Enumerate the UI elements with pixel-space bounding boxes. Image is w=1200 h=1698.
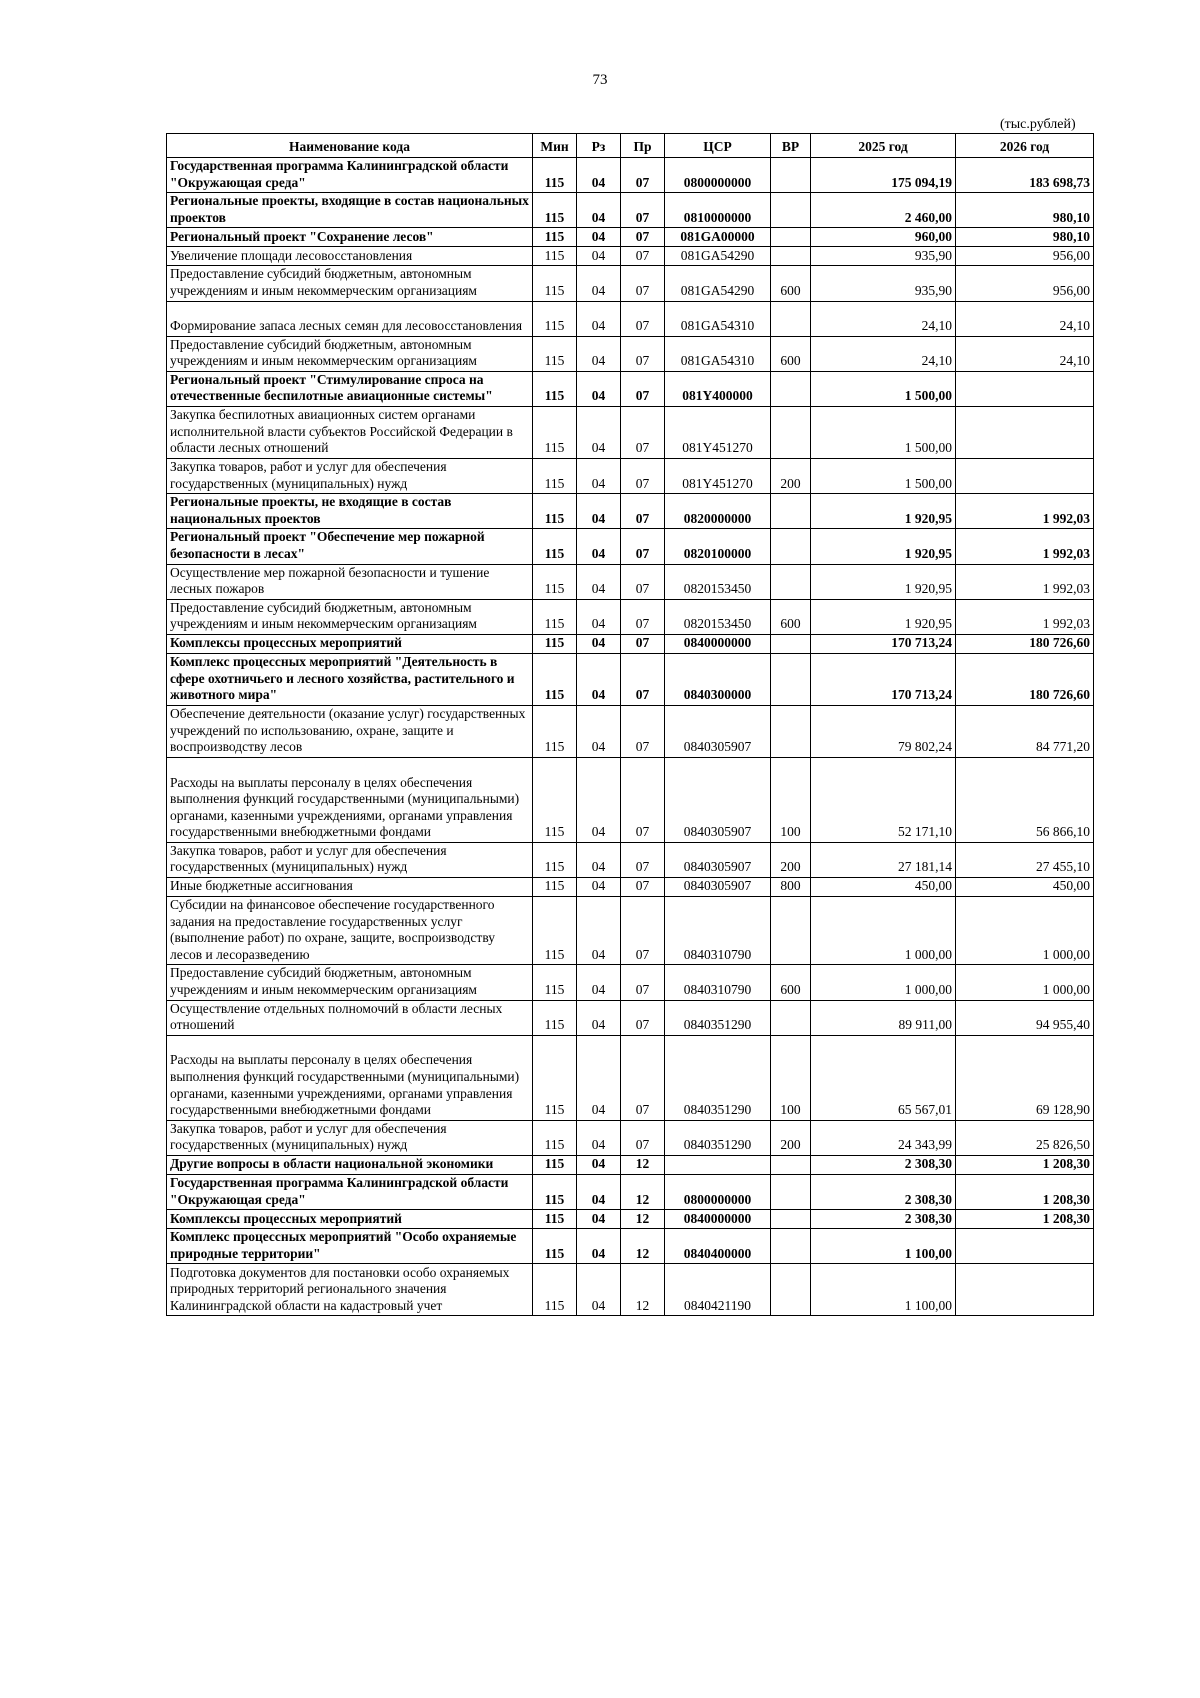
table-row xyxy=(167,705,1094,757)
cell-2026: 1 992,03 xyxy=(956,564,1094,599)
cell-2026: 980,10 xyxy=(956,228,1094,247)
cell-2025: 935,90 xyxy=(811,247,956,266)
header-pr: Пр xyxy=(621,134,665,158)
cell-pr: 07 xyxy=(621,878,665,897)
cell-rz: 04 xyxy=(577,897,621,965)
cell-pr: 07 xyxy=(621,842,665,877)
table-row xyxy=(167,1156,1094,1175)
budget-table-container xyxy=(166,133,1093,1316)
table-row xyxy=(167,599,1094,634)
cell-2025: 960,00 xyxy=(811,228,956,247)
cell-rz: 04 xyxy=(577,247,621,266)
cell-csr: 0840000000 xyxy=(665,634,771,653)
cell-csr: 0840305907 xyxy=(665,705,771,757)
cell-rz: 04 xyxy=(577,1210,621,1229)
cell-2025: 175 094,19 xyxy=(811,158,956,193)
cell-min: 115 xyxy=(533,1175,577,1210)
cell-pr: 07 xyxy=(621,529,665,564)
table-row xyxy=(167,757,1094,842)
cell-csr: 0840310790 xyxy=(665,897,771,965)
cell-vr xyxy=(771,247,811,266)
cell-pr: 12 xyxy=(621,1175,665,1210)
cell-vr xyxy=(771,705,811,757)
table-row xyxy=(167,1175,1094,1210)
cell-rz: 04 xyxy=(577,564,621,599)
cell-name: Обеспечение деятельности (оказание услуг) государственных учреждений по использованию, охране, защите и воспроизводству лесов xyxy=(167,705,533,757)
cell-csr: 081GA54310 xyxy=(665,301,771,336)
cell-pr: 12 xyxy=(621,1210,665,1229)
cell-min: 115 xyxy=(533,705,577,757)
cell-2026: 1 208,30 xyxy=(956,1175,1094,1210)
cell-pr: 12 xyxy=(621,1264,665,1316)
header-2025: 2025 год xyxy=(811,134,956,158)
cell-min: 115 xyxy=(533,266,577,301)
cell-min: 115 xyxy=(533,193,577,228)
header-min: Мин xyxy=(533,134,577,158)
cell-csr: 0840351290 xyxy=(665,1035,771,1120)
cell-csr: 0840305907 xyxy=(665,878,771,897)
table-body xyxy=(167,158,1094,1316)
cell-name: Закупка товаров, работ и услуг для обеспечения государственных (муниципальных) нужд xyxy=(167,842,533,877)
table-row xyxy=(167,1264,1094,1316)
table-row xyxy=(167,301,1094,336)
cell-csr: 081GA00000 xyxy=(665,228,771,247)
cell-2025: 52 171,10 xyxy=(811,757,956,842)
cell-rz: 04 xyxy=(577,653,621,705)
cell-name: Расходы на выплаты персоналу в целях обеспечения выполнения функций государственными (муниципальными) органами, казенными учреждениями, органами управления государственными внебюджетными фондами xyxy=(167,757,533,842)
cell-name: Расходы на выплаты персоналу в целях обеспечения выполнения функций государственными (муниципальными) органами, казенными учреждениями, органами управления государственными внебюджетными фондами xyxy=(167,1035,533,1120)
cell-2026: 183 698,73 xyxy=(956,158,1094,193)
cell-csr: 081Y451270 xyxy=(665,458,771,493)
table-row xyxy=(167,494,1094,529)
table-row xyxy=(167,529,1094,564)
table-header-row xyxy=(167,134,1094,158)
cell-vr: 800 xyxy=(771,878,811,897)
cell-rz: 04 xyxy=(577,1264,621,1316)
cell-2025: 89 911,00 xyxy=(811,1000,956,1035)
cell-2025: 1 100,00 xyxy=(811,1264,956,1316)
cell-2025: 27 181,14 xyxy=(811,842,956,877)
cell-name: Региональные проекты, не входящие в состав национальных проектов xyxy=(167,494,533,529)
header-csr: ЦСР xyxy=(665,134,771,158)
cell-2025: 1 100,00 xyxy=(811,1229,956,1264)
cell-pr: 12 xyxy=(621,1156,665,1175)
cell-rz: 04 xyxy=(577,458,621,493)
table-row xyxy=(167,1210,1094,1229)
cell-2026: 956,00 xyxy=(956,266,1094,301)
cell-2026: 24,10 xyxy=(956,336,1094,371)
table-row xyxy=(167,371,1094,406)
cell-min: 115 xyxy=(533,336,577,371)
cell-csr: 081GA54310 xyxy=(665,336,771,371)
cell-pr: 07 xyxy=(621,247,665,266)
cell-min: 115 xyxy=(533,406,577,458)
cell-name: Другие вопросы в области национальной экономики xyxy=(167,1156,533,1175)
cell-rz: 04 xyxy=(577,529,621,564)
cell-vr xyxy=(771,564,811,599)
cell-pr: 07 xyxy=(621,494,665,529)
cell-min: 115 xyxy=(533,158,577,193)
cell-min: 115 xyxy=(533,494,577,529)
cell-csr: 0840421190 xyxy=(665,1264,771,1316)
cell-min: 115 xyxy=(533,247,577,266)
cell-vr xyxy=(771,1264,811,1316)
cell-vr xyxy=(771,494,811,529)
header-name: Наименование кода xyxy=(167,134,533,158)
cell-2025: 2 460,00 xyxy=(811,193,956,228)
cell-name: Региональный проект "Стимулирование спроса на отечественные беспилотные авиационные системы" xyxy=(167,371,533,406)
cell-vr: 100 xyxy=(771,757,811,842)
cell-rz: 04 xyxy=(577,1175,621,1210)
cell-csr: 0820000000 xyxy=(665,494,771,529)
cell-vr: 600 xyxy=(771,266,811,301)
cell-csr: 081Y400000 xyxy=(665,371,771,406)
cell-rz: 04 xyxy=(577,1000,621,1035)
cell-rz: 04 xyxy=(577,757,621,842)
table-row xyxy=(167,842,1094,877)
table-row xyxy=(167,1000,1094,1035)
cell-vr: 200 xyxy=(771,842,811,877)
cell-name: Комплекс процессных мероприятий "Особо охраняемые природные территории" xyxy=(167,1229,533,1264)
cell-rz: 04 xyxy=(577,1229,621,1264)
cell-pr: 07 xyxy=(621,653,665,705)
cell-vr: 100 xyxy=(771,1035,811,1120)
table-row xyxy=(167,1120,1094,1155)
cell-min: 115 xyxy=(533,878,577,897)
cell-2026: 1 208,30 xyxy=(956,1210,1094,1229)
cell-rz: 04 xyxy=(577,301,621,336)
cell-2026: 1 992,03 xyxy=(956,529,1094,564)
cell-2026: 1 000,00 xyxy=(956,897,1094,965)
cell-rz: 04 xyxy=(577,158,621,193)
cell-min: 115 xyxy=(533,599,577,634)
cell-pr: 07 xyxy=(621,266,665,301)
cell-2025: 1 920,95 xyxy=(811,564,956,599)
cell-pr: 07 xyxy=(621,705,665,757)
cell-2025: 1 500,00 xyxy=(811,458,956,493)
cell-name: Подготовка документов для постановки особо охраняемых природных территорий регионального значения Калининградской области на кадастровый учет xyxy=(167,1264,533,1316)
cell-2025: 1 000,00 xyxy=(811,965,956,1000)
cell-csr: 081GA54290 xyxy=(665,266,771,301)
cell-rz: 04 xyxy=(577,842,621,877)
cell-pr: 07 xyxy=(621,158,665,193)
cell-2026: 956,00 xyxy=(956,247,1094,266)
cell-csr: 0840351290 xyxy=(665,1120,771,1155)
cell-pr: 07 xyxy=(621,757,665,842)
table-row xyxy=(167,878,1094,897)
cell-csr: 0800000000 xyxy=(665,158,771,193)
cell-name: Предоставление субсидий бюджетным, автономным учреждениям и иным некоммерческим организациям xyxy=(167,599,533,634)
cell-vr: 600 xyxy=(771,599,811,634)
cell-vr xyxy=(771,158,811,193)
cell-rz: 04 xyxy=(577,371,621,406)
cell-csr: 0820153450 xyxy=(665,564,771,599)
cell-2026: 84 771,20 xyxy=(956,705,1094,757)
table-row xyxy=(167,897,1094,965)
cell-2026: 56 866,10 xyxy=(956,757,1094,842)
cell-rz: 04 xyxy=(577,406,621,458)
cell-csr: 081Y451270 xyxy=(665,406,771,458)
cell-2026: 27 455,10 xyxy=(956,842,1094,877)
cell-2026 xyxy=(956,1229,1094,1264)
cell-name: Региональный проект "Сохранение лесов" xyxy=(167,228,533,247)
cell-rz: 04 xyxy=(577,336,621,371)
cell-name: Формирование запаса лесных семян для лесовосстановления xyxy=(167,301,533,336)
table-row xyxy=(167,406,1094,458)
cell-rz: 04 xyxy=(577,266,621,301)
cell-vr: 600 xyxy=(771,336,811,371)
cell-pr: 07 xyxy=(621,564,665,599)
cell-csr: 0840400000 xyxy=(665,1229,771,1264)
cell-min: 115 xyxy=(533,1000,577,1035)
cell-name: Комплекс процессных мероприятий "Деятельность в сфере охотничьего и лесного хозяйства, растительного и животного мира" xyxy=(167,653,533,705)
cell-2026: 180 726,60 xyxy=(956,634,1094,653)
cell-min: 115 xyxy=(533,1210,577,1229)
table-row xyxy=(167,336,1094,371)
cell-pr: 07 xyxy=(621,1000,665,1035)
cell-min: 115 xyxy=(533,842,577,877)
cell-2025: 2 308,30 xyxy=(811,1175,956,1210)
cell-name: Государственная программа Калининградской области "Окружающая среда" xyxy=(167,1175,533,1210)
cell-vr xyxy=(771,406,811,458)
cell-min: 115 xyxy=(533,897,577,965)
cell-rz: 04 xyxy=(577,193,621,228)
cell-csr: 081GA54290 xyxy=(665,247,771,266)
cell-2025: 1 500,00 xyxy=(811,371,956,406)
cell-vr: 200 xyxy=(771,1120,811,1155)
cell-2026 xyxy=(956,1264,1094,1316)
cell-pr: 07 xyxy=(621,458,665,493)
cell-min: 115 xyxy=(533,653,577,705)
table-row xyxy=(167,634,1094,653)
cell-2025: 65 567,01 xyxy=(811,1035,956,1120)
cell-2025: 24,10 xyxy=(811,336,956,371)
cell-2026: 180 726,60 xyxy=(956,653,1094,705)
table-row xyxy=(167,965,1094,1000)
cell-csr: 0820153450 xyxy=(665,599,771,634)
cell-2025: 2 308,30 xyxy=(811,1156,956,1175)
cell-2025: 450,00 xyxy=(811,878,956,897)
cell-vr xyxy=(771,1156,811,1175)
table-row xyxy=(167,158,1094,193)
cell-vr xyxy=(771,634,811,653)
cell-2026: 25 826,50 xyxy=(956,1120,1094,1155)
cell-2025: 1 920,95 xyxy=(811,529,956,564)
cell-pr: 07 xyxy=(621,301,665,336)
table-row xyxy=(167,228,1094,247)
cell-name: Предоставление субсидий бюджетным, автономным учреждениям и иным некоммерческим организациям xyxy=(167,336,533,371)
cell-name: Региональный проект "Обеспечение мер пожарной безопасности в лесах" xyxy=(167,529,533,564)
cell-2025: 24 343,99 xyxy=(811,1120,956,1155)
cell-pr: 07 xyxy=(621,406,665,458)
cell-2025: 1 920,95 xyxy=(811,599,956,634)
table-row xyxy=(167,1229,1094,1264)
cell-min: 115 xyxy=(533,1229,577,1264)
cell-2026 xyxy=(956,458,1094,493)
table-row xyxy=(167,653,1094,705)
cell-min: 115 xyxy=(533,634,577,653)
cell-csr: 0840305907 xyxy=(665,757,771,842)
table-row xyxy=(167,247,1094,266)
cell-name: Предоставление субсидий бюджетным, автономным учреждениям и иным некоммерческим организациям xyxy=(167,965,533,1000)
cell-csr: 0810000000 xyxy=(665,193,771,228)
cell-name: Осуществление мер пожарной безопасности и тушение лесных пожаров xyxy=(167,564,533,599)
cell-name: Иные бюджетные ассигнования xyxy=(167,878,533,897)
cell-name: Осуществление отдельных полномочий в области лесных отношений xyxy=(167,1000,533,1035)
table-row xyxy=(167,458,1094,493)
cell-2026 xyxy=(956,406,1094,458)
cell-vr: 600 xyxy=(771,965,811,1000)
cell-name: Увеличение площади лесовосстановления xyxy=(167,247,533,266)
cell-min: 115 xyxy=(533,965,577,1000)
cell-pr: 07 xyxy=(621,897,665,965)
cell-csr: 0840310790 xyxy=(665,965,771,1000)
cell-vr xyxy=(771,193,811,228)
cell-2025: 24,10 xyxy=(811,301,956,336)
cell-2026: 450,00 xyxy=(956,878,1094,897)
cell-min: 115 xyxy=(533,1156,577,1175)
cell-min: 115 xyxy=(533,1120,577,1155)
cell-vr xyxy=(771,1000,811,1035)
table-row xyxy=(167,1035,1094,1120)
cell-2026: 1 992,03 xyxy=(956,599,1094,634)
cell-pr: 07 xyxy=(621,336,665,371)
cell-vr xyxy=(771,301,811,336)
cell-vr xyxy=(771,1175,811,1210)
cell-pr: 07 xyxy=(621,193,665,228)
cell-rz: 04 xyxy=(577,965,621,1000)
page-number: 73 xyxy=(592,72,608,88)
budget-table xyxy=(166,133,1094,1316)
cell-csr: 0840351290 xyxy=(665,1000,771,1035)
header-rz: Рз xyxy=(577,134,621,158)
cell-2025: 935,90 xyxy=(811,266,956,301)
cell-min: 115 xyxy=(533,228,577,247)
cell-pr: 07 xyxy=(621,1035,665,1120)
cell-name: Комплексы процессных мероприятий xyxy=(167,634,533,653)
cell-rz: 04 xyxy=(577,1120,621,1155)
cell-rz: 04 xyxy=(577,1156,621,1175)
cell-rz: 04 xyxy=(577,228,621,247)
cell-name: Закупка товаров, работ и услуг для обеспечения государственных (муниципальных) нужд xyxy=(167,1120,533,1155)
cell-2025: 1 920,95 xyxy=(811,494,956,529)
cell-vr xyxy=(771,1229,811,1264)
cell-2026: 24,10 xyxy=(956,301,1094,336)
cell-csr: 0820100000 xyxy=(665,529,771,564)
cell-csr xyxy=(665,1156,771,1175)
cell-2026: 1 000,00 xyxy=(956,965,1094,1000)
unit-note: (тыс.рублей) xyxy=(1000,117,1076,132)
cell-pr: 07 xyxy=(621,228,665,247)
cell-min: 115 xyxy=(533,1264,577,1316)
cell-vr: 200 xyxy=(771,458,811,493)
cell-vr xyxy=(771,371,811,406)
cell-csr: 0800000000 xyxy=(665,1175,771,1210)
cell-csr: 0840305907 xyxy=(665,842,771,877)
cell-rz: 04 xyxy=(577,705,621,757)
cell-pr: 07 xyxy=(621,371,665,406)
cell-name: Комплексы процессных мероприятий xyxy=(167,1210,533,1229)
cell-min: 115 xyxy=(533,564,577,599)
cell-rz: 04 xyxy=(577,878,621,897)
cell-2025: 1 000,00 xyxy=(811,897,956,965)
cell-name: Закупка беспилотных авиационных систем органами исполнительной власти субъектов Российской Федерации в области лесных отношений xyxy=(167,406,533,458)
cell-min: 115 xyxy=(533,371,577,406)
cell-pr: 07 xyxy=(621,965,665,1000)
cell-rz: 04 xyxy=(577,494,621,529)
cell-min: 115 xyxy=(533,529,577,564)
cell-2025: 170 713,24 xyxy=(811,653,956,705)
cell-vr xyxy=(771,529,811,564)
cell-csr: 0840000000 xyxy=(665,1210,771,1229)
cell-rz: 04 xyxy=(577,1035,621,1120)
cell-vr xyxy=(771,897,811,965)
cell-min: 115 xyxy=(533,1035,577,1120)
cell-2025: 2 308,30 xyxy=(811,1210,956,1229)
table-row xyxy=(167,266,1094,301)
cell-vr xyxy=(771,1210,811,1229)
cell-csr: 0840300000 xyxy=(665,653,771,705)
cell-name: Государственная программа Калининградской области "Окружающая среда" xyxy=(167,158,533,193)
table-row xyxy=(167,193,1094,228)
cell-2025: 170 713,24 xyxy=(811,634,956,653)
cell-2026: 69 128,90 xyxy=(956,1035,1094,1120)
cell-rz: 04 xyxy=(577,599,621,634)
cell-name: Субсидии на финансовое обеспечение государственного задания на предоставление государственных услуг (выполнение работ) по охране, защите, воспроизводству лесов и лесоразведению xyxy=(167,897,533,965)
cell-name: Закупка товаров, работ и услуг для обеспечения государственных (муниципальных) нужд xyxy=(167,458,533,493)
cell-pr: 07 xyxy=(621,1120,665,1155)
cell-2025: 1 500,00 xyxy=(811,406,956,458)
header-vr: ВР xyxy=(771,134,811,158)
cell-pr: 07 xyxy=(621,634,665,653)
cell-2026 xyxy=(956,371,1094,406)
cell-vr xyxy=(771,653,811,705)
table-row xyxy=(167,564,1094,599)
cell-pr: 12 xyxy=(621,1229,665,1264)
cell-pr: 07 xyxy=(621,599,665,634)
cell-name: Предоставление субсидий бюджетным, автономным учреждениям и иным некоммерческим организациям xyxy=(167,266,533,301)
cell-2026: 1 208,30 xyxy=(956,1156,1094,1175)
cell-min: 115 xyxy=(533,757,577,842)
cell-min: 115 xyxy=(533,458,577,493)
cell-min: 115 xyxy=(533,301,577,336)
cell-vr xyxy=(771,228,811,247)
cell-2026: 1 992,03 xyxy=(956,494,1094,529)
cell-2026: 94 955,40 xyxy=(956,1000,1094,1035)
cell-name: Региональные проекты, входящие в состав национальных проектов xyxy=(167,193,533,228)
cell-rz: 04 xyxy=(577,634,621,653)
header-2026: 2026 год xyxy=(956,134,1094,158)
cell-2025: 79 802,24 xyxy=(811,705,956,757)
cell-2026: 980,10 xyxy=(956,193,1094,228)
